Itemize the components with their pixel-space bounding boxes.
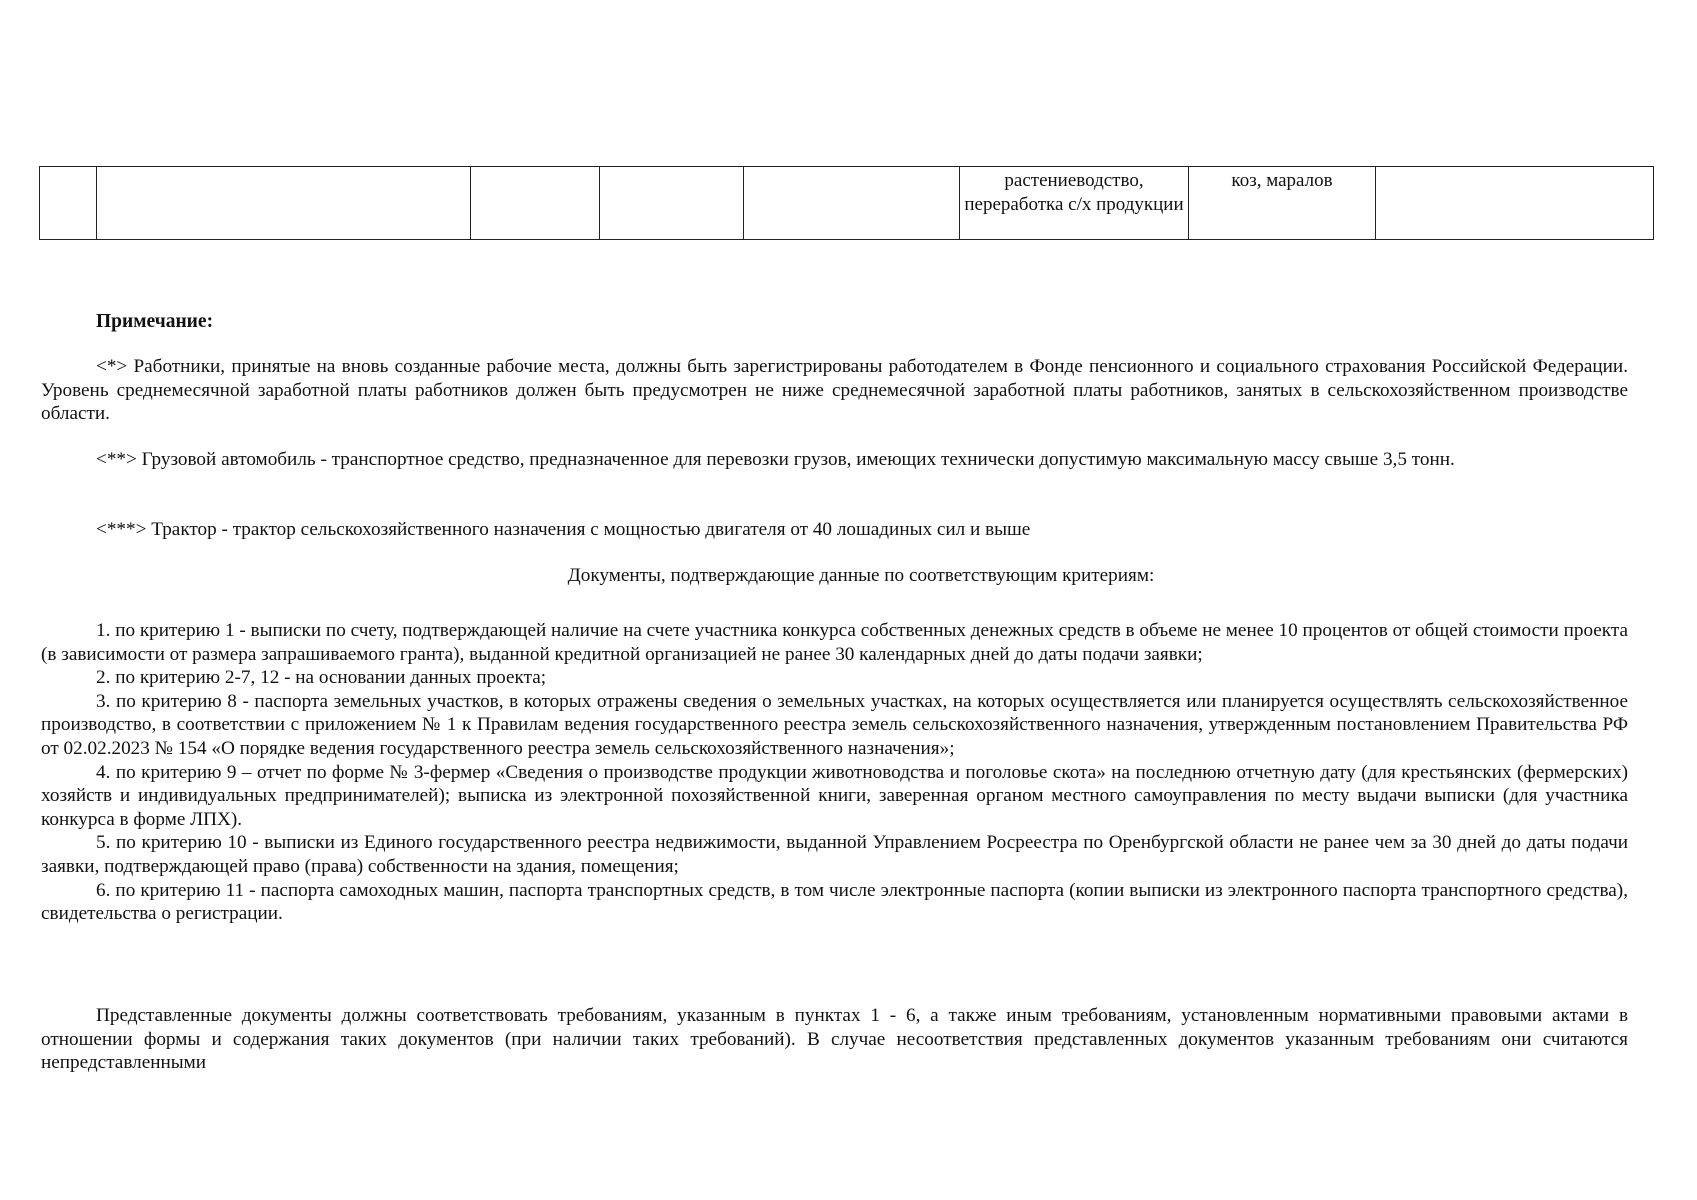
documents-heading: Документы, подтверждающие данные по соответствующим критериям: — [567, 565, 1155, 586]
table-cell-animals: коз, маралов — [1189, 167, 1376, 240]
table-cell — [744, 167, 960, 240]
closing-paragraph: Представленные документы должны соответствовать требованиям, указанным в пунктах 1 - 6, а также иным требованиям, установленным нормативными правовыми актами в отношении формы и содержания таких документов (при наличии таких требований). В случае несоответствия представленных документов указанным требованиям они считаются непредставленными — [41, 1005, 1628, 1074]
table-cell — [97, 167, 471, 240]
table-row — [40, 167, 1654, 240]
table-cell — [1376, 167, 1654, 240]
table-cell — [40, 167, 97, 240]
documents-list — [41, 619, 1628, 926]
note-item-3: <***> Трактор - трактор сельскохозяйственного назначения с мощностью двигателя от 40 лошадиных сил и выше — [96, 519, 1031, 540]
table-cell-activity: растениеводство, переработка с/х продукции — [960, 167, 1189, 240]
table-cell — [600, 167, 744, 240]
documents-item-3: 3. по критерию 8 - паспорта земельных участков, в которых отражены сведения о земельных участках, на которых осуществляется или планируется осуществлять сельскохозяйственное производство, в соответствии с приложением № 1 к Правилам ведения государственного реестра земель сельскохозяйственного назначения, утвержденным постановлением Правительства РФ от 02.02.2023 № 154 «О порядке ведения государственного реестра земель сельскохозяйственного назначения»; — [41, 690, 1628, 759]
note-item-1: <*> Работники, принятые на вновь созданные рабочие места, должны быть зарегистрированы работодателем в Фонде пенсионного и социального страхования Российской Федерации. Уровень среднемесячной заработной платы работников должен быть предусмотрен не ниже среднемесячной заработной платы работников, занятых в сельскохозяйственном производстве области. — [41, 356, 1628, 425]
note-title: Примечание: — [96, 311, 214, 332]
table-cell — [471, 167, 600, 240]
documents-item-4: 4. по критерию 9 – отчет по форме № 3-фермер «Сведения о производстве продукции животноводства и поголовье скота» на последнюю отчетную дату (для крестьянских (фермерских) хозяйств и индивидуальных предпринимателей); выписка из электронной похозяйственной книги, заверенная органом местного самоуправления по месту выдачи выписки (для участника конкурса в форме ЛПХ). — [41, 761, 1628, 830]
documents-item-5: 5. по критерию 10 - выписки из Единого государственного реестра недвижимости, выданной Управлением Росреестра по Оренбургской области не ранее чем за 30 дней до даты подачи заявки, подтверждающей право (права) собственности на здания, помещения; — [41, 832, 1628, 877]
note-item-2: <**> Грузовой автомобиль - транспортное средство, предназначенное для перевозки грузов, имеющих технически допустимую максимальную массу свыше 3,5 тонн. — [96, 449, 1455, 470]
documents-item-6: 6. по критерию 11 - паспорта самоходных машин, паспорта транспортных средств, в том числе электронные паспорта (копии выписки из электронного паспорта транспортного средства), свидетельства о регистрации. — [41, 879, 1628, 925]
documents-item-1: 1. по критерию 1 - выписки по счету, подтверждающей наличие на счете участника конкурса собственных денежных средств в объеме не менее 10 процентов от общей стоимости проекта (в зависимости от размера запрашиваемого гранта), выданной кредитной организацией не ранее 30 календарных дней до даты подачи заявки; — [41, 620, 1628, 665]
documents-item-2: 2. по критерию 2-7, 12 - на основании данных проекта; — [96, 667, 547, 689]
table-fragment — [39, 166, 1654, 240]
